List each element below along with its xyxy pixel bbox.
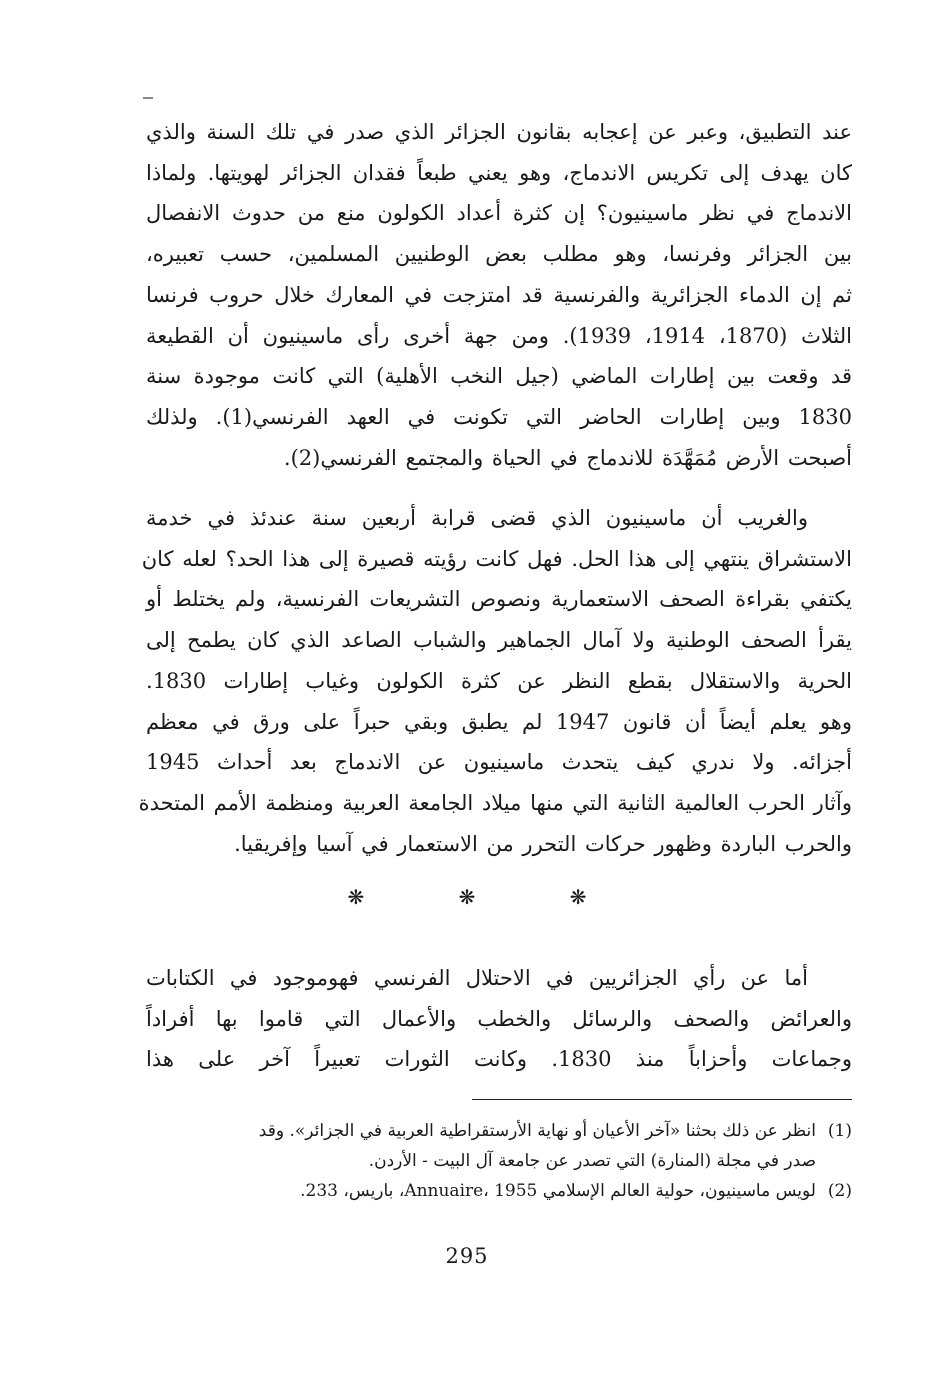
text-line: أصبحت الأرض مُمَهَّدَة للاندماج في الحياة والمجتمع الفرنسي(2).	[283, 445, 852, 470]
scan-mark	[143, 97, 153, 99]
text-line: كان يهدف إلى تكريس الاندماج، وهو يعني طبعاً فقدان الجزائر لهويتها. ولماذا	[146, 160, 852, 185]
footnote-text: صدر في مجلة (المنارة) التي تصدر عن جامعة آل البيت - الأردن.	[368, 1151, 816, 1171]
footnote-text: لويس ماسينيون، حولية العالم الإسلامي Annuaire، 1955، باريس، 233.	[300, 1181, 816, 1201]
footnote-number: (1)	[827, 1121, 852, 1141]
text-line: ثم إن الدماء الجزائرية والفرنسية قد امتزجت في المعارك خلال حروب فرنسا	[146, 282, 852, 307]
section-divider-asterisms: ❋ ❋ ❋	[347, 885, 631, 909]
text-line: الاندماج في نظر ماسينيون؟ إن كثرة أعداد الكولون منع من حدوث الانفصال	[146, 201, 852, 226]
text-line: الحرية والاستقلال بقطع النظر عن كثرة الكولون وغياب إطارات 1830.	[146, 668, 852, 693]
text-line: يقرأ الصحف الوطنية ولا آمال الجماهير والشباب الصاعد الذي كان يطمح إلى	[146, 628, 852, 653]
paragraph-continued	[146, 112, 852, 478]
text-line: أما عن رأي الجزائريين في الاحتلال الفرنسي فهوموجود في الكتابات	[146, 966, 808, 990]
text-line: وآثار الحرب العالمية الثانية التي منها ميلاد الجامعة العربية ومنظمة الأمم المتحدة	[138, 790, 852, 815]
footnote-2	[146, 1176, 852, 1206]
text-line: 1830 وبين إطارات الحاضر التي تكونت في العهد الفرنسي(1). ولذلك	[146, 404, 852, 429]
footnote-1	[146, 1116, 852, 1176]
footnotes	[146, 1116, 852, 1206]
text-line: الاستشراق ينتهي إلى هذا الحل. فهل كانت رؤيته قصيرة إلى هذا الحد؟ لعله كان	[141, 546, 852, 571]
footnote-number: (2)	[827, 1181, 852, 1201]
text-line: قد وقعت بين إطارات الماضي (جيل النخب الأهلية) التي كانت موجودة سنة	[146, 364, 852, 389]
text-line: أجزائه. ولا ندري كيف يتحدث ماسينيون عن الاندماج بعد أحداث 1945	[146, 750, 852, 775]
text-line: وجماعات وأحزاباً منذ 1830. وكانت الثورات تعبيراً آخر على هذا	[146, 1047, 852, 1072]
text-line: والعرائض والصحف والرسائل والخطب والأعمال التي قاموا بها أفراداً	[146, 1006, 852, 1031]
text-line: والحرب الباردة وظهور حركات التحرر من الاستعمار في آسيا وإفريقيا.	[234, 831, 852, 856]
paragraph-algerian-view	[146, 958, 852, 1080]
text-line: وهو يعلم أيضاً أن قانون 1947 لم يطبق وبقي حبراً على ورق في معظم	[146, 709, 852, 734]
text-line: بين الجزائر وفرنسا، وهو مطلب بعض الوطنيين المسلمين، حسب تعبيره،	[146, 242, 852, 267]
text-line: الثلاث (1870، 1914، 1939). ومن جهة أخرى رأى ماسينيون أن القطيعة	[146, 323, 852, 348]
text-line: عند التطبيق، وعبر عن إعجابه بقانون الجزائر الذي صدر في تلك السنة والذي	[146, 120, 852, 144]
page-number: 295	[445, 1244, 489, 1268]
text-line: يكتفي بقراءة الصحف الاستعمارية ونصوص التشريعات الفرنسية، ولم يختلط أو	[146, 587, 852, 612]
paragraph-massignon-critique	[138, 498, 852, 864]
text-line: والغريب أن ماسينيون الذي قضى قرابة أربعين سنة عندئذ في خدمة	[146, 506, 808, 530]
footnote-separator	[472, 1099, 852, 1100]
footnote-text: انظر عن ذلك بحثنا «آخر الأعيان أو نهاية الأرستقراطية العربية في الجزائر». وقد	[258, 1121, 816, 1141]
